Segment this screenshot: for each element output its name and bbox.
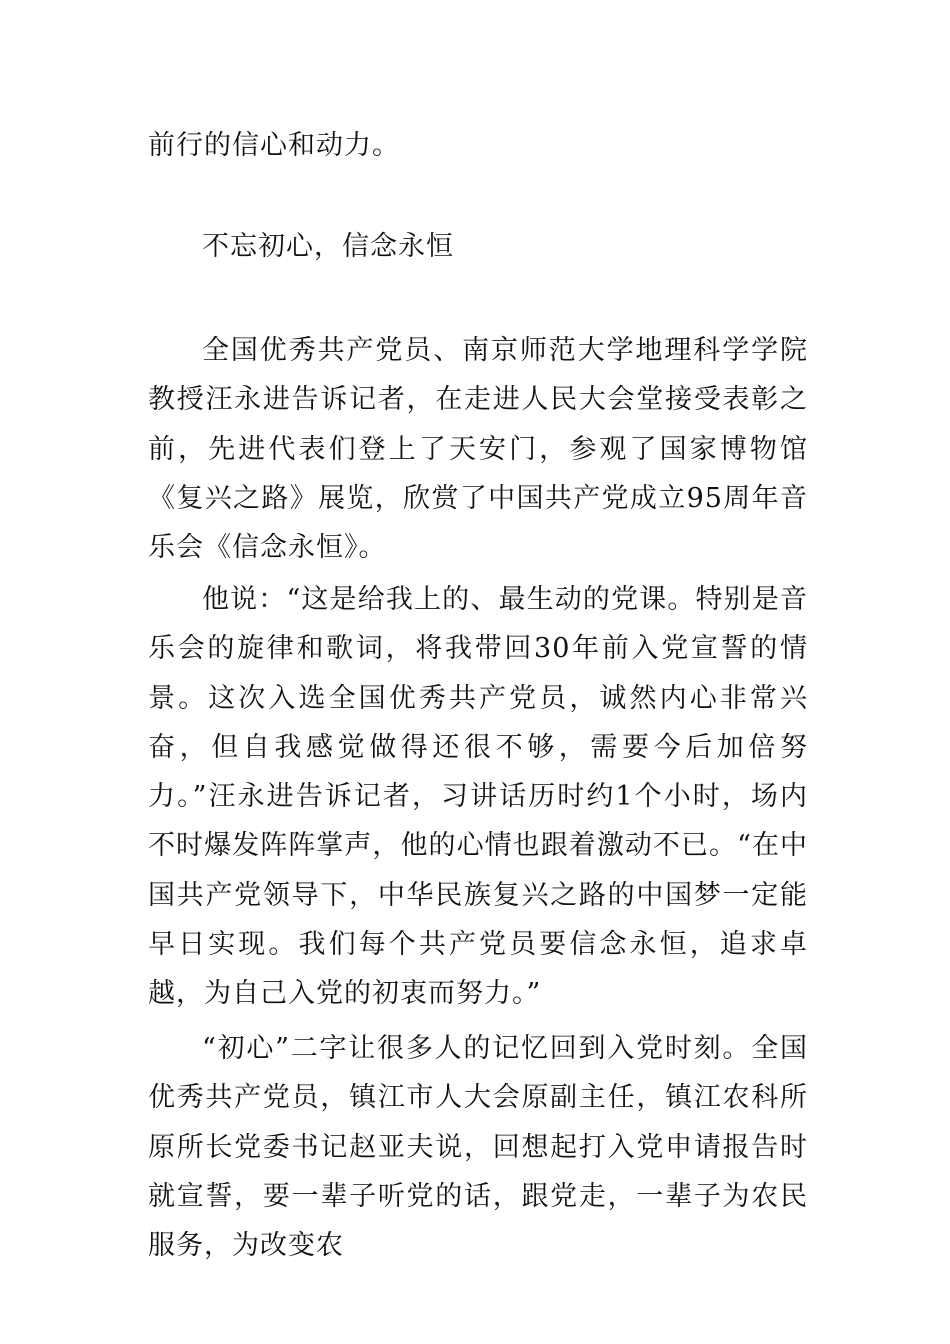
paragraph-3: “初心”二字让很多人的记忆回到入党时刻。全国优秀共产党员，镇江市人大会原副主任，镇江农科所原所长党委书记赵亚夫说，回想起打入党申请报告时就宣誓，要一辈子听党的话，跟党走，一辈子为农民服务，为改变农 [148,1033,808,1262]
paragraph-2: 他说：“这是给我上的、最生动的党课。特别是音乐会的旋律和歌词，将我带回30年前入党宣誓的情景。这次入选全国优秀共产党员，诚然内心非常兴奋，但自我感觉做得还很不够，需要今后加倍努力。”汪永进告诉记者，习讲话历时约1个小时，场内不时爆发阵阵掌声，他的心情也跟着激动不已。“在中国共产党领导下，中华民族复兴之路的中国梦一定能早日实现。我们每个共产党员要信念永恒，追求卓越，为自己入党的初衷而努力。” [148,584,808,1010]
intro-line: 前行的信心和动力。 [148,130,400,161]
paragraph-1: 全国优秀共产党员、南京师范大学地理科学学院教授汪永进告诉记者，在走进人民大会堂接受表彰之前，先进代表们登上了天安门，参观了国家博物馆《复兴之路》展览，欣赏了中国共产党成立95周年音乐会《信念永恒》。 [148,335,808,564]
section-heading: 不忘初心，信念永恒 [202,231,454,262]
